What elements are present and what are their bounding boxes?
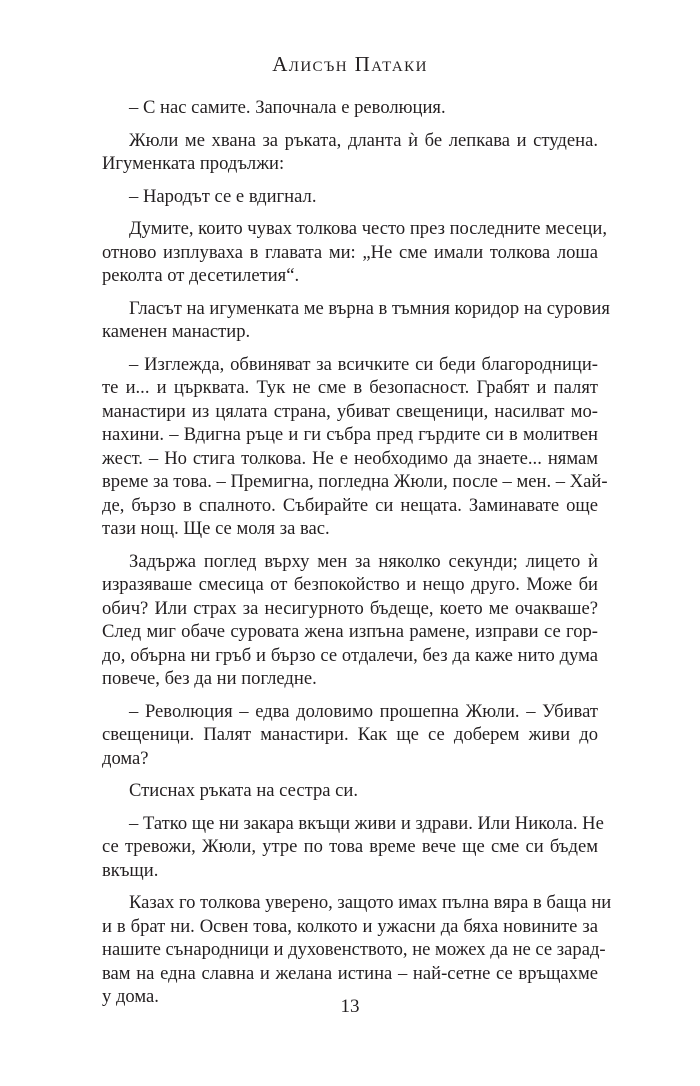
text-line: Задържа поглед върху мен за няколко секунди; лицето ѝ — [129, 550, 598, 572]
text-line: манастири из цялата страна, убиват свещеници, насилват мо- — [102, 400, 598, 422]
text-line: обич? Или страх за несигурното бъдеще, което ме очакваше? — [102, 597, 598, 619]
text-line: те и... и църквата. Тук не сме в безопасност. Грабят и палят — [102, 377, 598, 398]
text-line: Думите, които чувах толкова често през последните месеци, — [129, 218, 607, 239]
text-line: изразяваше смесица от безпокойство и нещо друго. Може би — [102, 574, 598, 595]
text-line: нахини. – Вдигна ръце и ги събра пред гърдите си в молитвен — [102, 424, 598, 445]
text-line: Гласът на игуменката ме върна в тъмния коридор на суровия — [129, 297, 610, 319]
paragraph — [102, 353, 608, 541]
paragraph — [102, 550, 598, 691]
text-line: – Народът се е вдигнал. — [129, 185, 317, 207]
text-line: – Изглежда, обвиняват за всичките си беди благородници- — [129, 353, 598, 375]
paragraph — [102, 700, 598, 771]
paragraph — [102, 185, 598, 209]
text-line: се тревожи, Жюли, утре по това време вече ще сме си бъдем — [102, 836, 598, 857]
text-line: Стиснах ръката на сестра си. — [129, 780, 359, 801]
text-line: Игуменката продължи: — [102, 153, 285, 174]
text-line: дома? — [102, 747, 149, 769]
paragraph — [102, 217, 607, 288]
text-line: – Революция – едва доловимо прошепна Жюли. – Убиват — [129, 700, 598, 722]
text-line: След миг обаче суровата жена изпъна рамене, изправи се гор- — [102, 621, 598, 642]
paragraph — [102, 812, 604, 883]
text-line: отново изплуваха в главата ми: „Не сме имали толкова лоша — [102, 241, 598, 263]
paragraph — [102, 96, 598, 120]
text-line: свещеници. Палят манастири. Как ще се доберем живи до — [102, 724, 598, 745]
text-line: – С нас самите. Започнала е революция. — [129, 97, 446, 118]
text-line: нашите сънародници и духовенството, не можех да не се зарад- — [102, 939, 606, 960]
running-head-author: Алисън Патаки — [272, 52, 428, 76]
text-line: Казах го толкова уверено, защото имах пълна вяра в баща ни — [129, 892, 612, 913]
text-line: тази нощ. Ще се моля за вас. — [102, 518, 330, 539]
paragraph — [102, 779, 598, 803]
text-line: де, бързо в спалнотo. Събирайте си нещата. Заминавате още — [102, 494, 598, 516]
paragraph — [102, 129, 598, 176]
text-line: вкъщи. — [102, 859, 159, 881]
body-text — [102, 96, 612, 1009]
text-line: повече, без да ни погледне. — [102, 668, 317, 689]
text-line: време за това. – Премигна, погледна Жюли, после – мен. – Хай- — [102, 471, 608, 492]
paragraph — [102, 891, 612, 1009]
text-line: до, обърна ни гръб и бързо се отдалечи, без да каже нито дума — [102, 644, 598, 666]
page-number: 13 — [340, 996, 360, 1017]
text-line: Жюли ме хвана за ръката, дланта ѝ бе лепкава и студена. — [129, 129, 598, 151]
paragraph — [102, 297, 610, 344]
text-line: каменен манастир. — [102, 321, 251, 342]
text-line: жест. – Но стига толкова. Не е необходимо да знаете... нямам — [102, 447, 598, 469]
text-line: у дома. — [102, 986, 159, 1007]
text-line: вам на една славна и желана истина – най-сетне се връщахме — [102, 962, 598, 984]
text-line: – Татко ще ни закара вкъщи живи и здрави. Или Никола. Не — [129, 812, 604, 834]
text-line: и в брат ни. Освен това, колкото и ужасни да бяха новините за — [102, 915, 598, 937]
text-line: реколта от десетилетия“. — [102, 265, 300, 286]
